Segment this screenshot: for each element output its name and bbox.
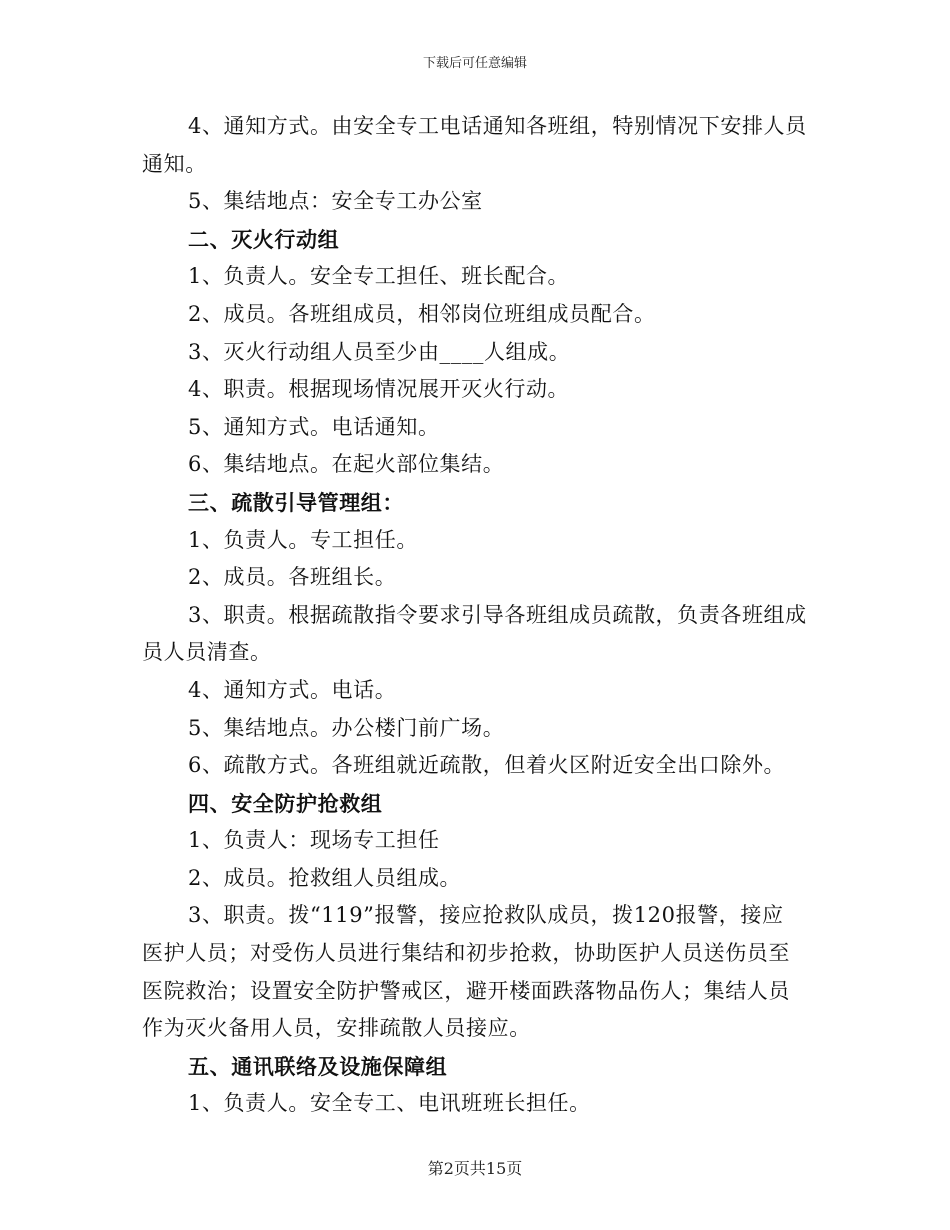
paragraph-line: 6、集结地点。在起火部位集结。 xyxy=(188,452,505,477)
page-header: 下载后可任意编辑 xyxy=(422,56,527,71)
section-heading: 三、疏散引导管理组： xyxy=(188,489,404,515)
section-heading: 四、安全防护抢救组 xyxy=(188,790,383,816)
paragraph-line: 2、成员。各班组长。 xyxy=(188,565,397,590)
paragraph-line: 6、疏散方式。各班组就近疏散，但着火区附近安全出口除外。 xyxy=(188,753,786,778)
section-heading: 二、灭火行动组 xyxy=(188,226,340,252)
paragraph-line: 4、通知方式。由安全专工电话通知各班组，特别情况下安排人员 xyxy=(188,114,807,138)
paragraph-line: 医院救治；设置安全防护警戒区，避开楼面跌落物品伤人；集结人员 xyxy=(142,978,790,1003)
paragraph-line: 2、成员。抢救组人员组成。 xyxy=(188,865,462,890)
paragraph-line: 2、成员。各班组成员，相邻岗位班组成员配合。 xyxy=(188,301,656,326)
paragraph-line: 员人员清查。 xyxy=(142,640,272,665)
paragraph-line: 1、负责人。专工担任。 xyxy=(188,527,418,552)
paragraph-line: 3、职责。拨“119”报警，接应抢救队成员，拨120报警，接应 xyxy=(188,903,784,928)
paragraph-line: 1、负责人。安全专工担任、班长配合。 xyxy=(188,264,570,289)
paragraph-line: 1、负责人。安全专工、电讯班班长担任。 xyxy=(188,1091,591,1116)
paragraph-line: 作为灭火备用人员，安排疏散人员接应。 xyxy=(142,1016,531,1041)
paragraph-line: 3、职责。根据疏散指令要求引导各班组成员疏散，负责各班组成 xyxy=(188,602,807,627)
paragraph-line: 医护人员；对受伤人员进行集结和初步抢救，协助医护人员送伤员至 xyxy=(142,941,790,966)
paragraph-line: 4、职责。根据现场情况展开灭火行动。 xyxy=(188,377,570,402)
paragraph-line: 通知。 xyxy=(142,151,207,176)
paragraph-line: 5、集结地点。办公楼门前广场。 xyxy=(188,715,505,740)
page-footer: 第2页共15页 xyxy=(427,1159,523,1178)
paragraph-line: 5、通知方式。电话通知。 xyxy=(188,414,440,439)
document-body xyxy=(142,108,812,1123)
paragraph-line: 3、灭火行动组人员至少由____人组成。 xyxy=(188,339,571,364)
paragraph-line: 4、通知方式。电话。 xyxy=(188,677,397,702)
section-heading: 五、通讯联络及设施保障组 xyxy=(188,1053,448,1079)
paragraph-line: 1、负责人：现场专工担任 xyxy=(188,828,440,853)
paragraph-line: 5、集结地点：安全专工办公室 xyxy=(188,189,483,214)
